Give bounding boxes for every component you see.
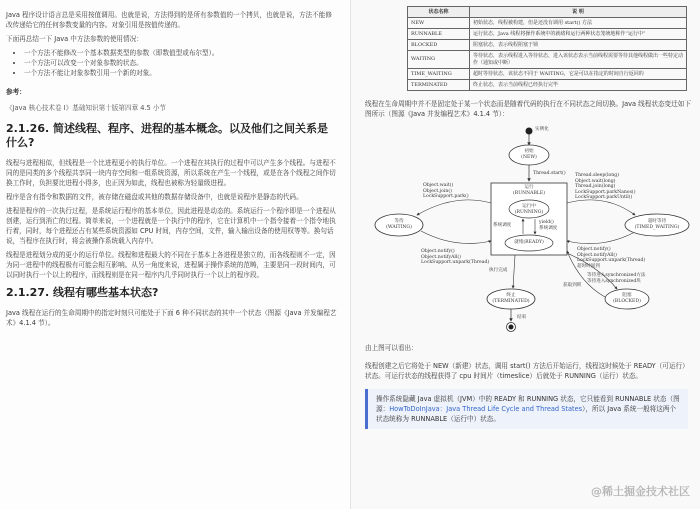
block-enter-label: 等待进入synchronized方法 等待进入synchronized块 — [587, 273, 646, 284]
state-name-cell: NEW — [408, 18, 470, 29]
list-item: • 一个方法不能让对象参数引用一个新的对象。 — [24, 68, 338, 78]
block-exit-label: 获取到锁 — [563, 283, 582, 288]
terminated-state-label: 终止 (TERMINATED) — [492, 293, 530, 304]
process-paragraph: 进程是程序的一次执行过程，是系统运行程序的基本单位，因此进程是动态的。系统运行一个程序即是一个进程从创建，运行到消亡的过程。简单来说，一个进程就是一个执行中的程序，它在计算机中一个指令接着一个指令地执行着，同时，每个进程还占有某些系统资源如 CPU 时间，内存空间，文件，输入输出设备的使用权等等。换句话说，当程序在执行时，将会被操作系统载入内存中。 — [6, 207, 336, 245]
section-heading-2-1-27: 2.1.27. 线程有哪些基本状态? — [6, 286, 159, 299]
table-header: 状态名称 — [408, 7, 470, 18]
wait-exit-methods: Object.notify() Object.notifyAll() LockSupport.unpark(Thread) — [421, 249, 490, 266]
state-name-cell: TIME_WAITING — [408, 69, 470, 80]
program-paragraph: 程序是含有指令和数据的文件，被存储在磁盘或其他的数据存储设备中，也就是说程序是静态的代码。 — [6, 193, 303, 201]
table-row — [408, 40, 687, 51]
state-desc-cell: 阻塞状态，表示线程阻塞于锁 — [470, 40, 687, 51]
table-row — [408, 69, 687, 80]
init-label: 实例化 — [535, 127, 549, 132]
timed-waiting-state-label: 超时等待 (TIMED_WAITING) — [634, 219, 680, 230]
state-name-cell: TERMINATED — [408, 80, 470, 91]
list-item: • 一个方法不能修改一个基本数据类型的参数（即数值型或布尔型）。 — [24, 48, 338, 58]
lifecycle-intro: 线程在生命周期中并不是固定处于某一个状态而是随着代码的执行在不同状态之间切换。Java 线程状态变迁如下图所示（图源《Java 并发编程艺术》4.1.4 节）： — [365, 100, 691, 118]
observe-paragraph: 线程创建之后它将处于 NEW（新建）状态，调用 start() 方法后开始运行，线程这时候处于 READY（可运行）状态。可运行状态的线程获得了 cpu 时间片（timeslice）后就处于 RUNNING（运行）状态。 — [365, 362, 689, 380]
table-row — [408, 18, 687, 29]
intro-paragraph: Java 程序设计语言总是采用按值调用。也就是说，方法得到的是所有参数值的一个拷贝，也就是说，方法不能修改传递给它的任何参数变量的内容。对象引用是按值传递的。 — [6, 11, 332, 29]
observe-label: 由上图可以看出： — [365, 344, 418, 352]
runnable-state-label: 运行 (RUNNABLE) — [512, 185, 546, 196]
table-row — [408, 29, 687, 40]
schedule-label: 系统调度 — [493, 223, 512, 228]
table-row — [408, 80, 687, 91]
done-label: 执行完成 — [489, 268, 508, 273]
source-link[interactable]: HowToDoInJava：Java Thread Life Cycle and Thread States — [389, 405, 583, 413]
state-name-cell: RUNNABLE — [408, 29, 470, 40]
watermark: @稀土掘金技术社区 — [591, 485, 690, 498]
summary-label: 下面再总结一下 Java 中方法参数的使用情况： — [6, 35, 143, 43]
blocked-state-label: 阻塞 (BLOCKED) — [613, 293, 641, 304]
thread-state-diagram — [365, 123, 695, 335]
relation-paragraph: 线程是进程划分成的更小的运行单位。线程和进程最大的不同在于基本上各进程是独立的，而各线程则不一定，因为同一进程中的线程极有可能会相互影响。从另一角度来说，进程属于操作系统的范畴，主要是同一段时间内，可以同时执行一个以上的程序，而线程则是在同一程序内几乎同时执行一个以上的程序段。 — [6, 251, 336, 279]
wait-enter-methods: Object.wait() Object.join() LockSupport.park() — [423, 183, 469, 200]
reference-label: 参考： — [6, 88, 26, 96]
list-item: • 一个方法可以改变一个对象参数的状态。 — [24, 58, 338, 68]
state-desc-cell: 等待状态，表示线程进入等待状态，进入该状态表示当前线程需要等待其他线程做出一些特定动作（通知或中断） — [470, 51, 687, 69]
param-bullet-list — [24, 48, 338, 78]
timed-exit-methods: Object.notify() Object.notifyAll() LockSupport.unpark(Thread) 超时时间到 — [577, 247, 646, 269]
state-desc-cell: 超时等待状态，该状态不同于 WAITING，它是可以在指定的时间自行返回的 — [470, 69, 687, 80]
timed-enter-methods: Thread.sleep(long) Object.wait(long) Thread.join(long) LockSupport.parkNanos() LockSupport.parkUntil() — [575, 173, 636, 201]
right-page — [350, 0, 700, 509]
initial-node — [526, 128, 533, 135]
table-header-row — [408, 7, 687, 18]
states-intro-paragraph: Java 线程在运行的生命周期中的指定时刻只可能处于下面 6 种不同状态的其中一个状态（图源《Java 并发编程艺术》4.1.4 节）。 — [6, 309, 337, 327]
yield-label: yield() 系统调度 — [539, 220, 558, 231]
state-desc-cell: 终止状态，表示当前线程已经执行完毕 — [470, 80, 687, 91]
state-desc-cell: 运行状态，Java 线程将操作系统中的就绪和运行两种状态笼统地称作“运行中” — [470, 29, 687, 40]
state-name-cell: WAITING — [408, 51, 470, 69]
waiting-state-label: 等待 (WAITING) — [386, 219, 412, 230]
new-state-label: 初始 (NEW) — [521, 149, 537, 160]
state-name-cell: BLOCKED — [408, 40, 470, 51]
reference-text: 《Java 核心技术卷 I》基础知识第十版第四章 4.5 小节 — [6, 104, 167, 112]
thread-paragraph: 线程与进程相似，但线程是一个比进程更小的执行单位。一个进程在其执行的过程中可以产生多个线程。与进程不同的是同类的多个线程共享同一块内存空间和一组系统资源，所以系统在产生一个线程，或是在各个线程之间作切换工作时，负担要比进程小得多，也正因为如此，线程也被称为轻量级进程。 — [6, 159, 336, 187]
note-text: 操作系统隐藏 Java 虚拟机（JVM）中的 READY 和 RUNNING 状态，它只能看到 RUNNABLE 状态（图源： — [376, 395, 680, 413]
os-note-callout — [365, 389, 688, 429]
note-text: ），所以 Java 系统一般将这两个状态统称为 RUNNABLE（运行中）状态。 — [376, 405, 677, 423]
start-label: Thread.start() — [533, 171, 566, 176]
table-header: 说 明 — [470, 7, 687, 18]
running-label: 运行中 (RUNNING) — [514, 204, 544, 215]
table-row — [408, 51, 687, 69]
end-label: 结束 — [517, 315, 527, 320]
ready-label: 就绪(READY) — [514, 240, 544, 245]
state-desc-cell: 初始状态，线程被构建，但是还没有调用 start() 方法 — [470, 18, 687, 29]
section-heading-2-1-26: 2.1.26. 简述线程、程序、进程的基本概念。以及他们之间关系是什么? — [6, 122, 328, 149]
thread-state-table — [407, 6, 687, 91]
